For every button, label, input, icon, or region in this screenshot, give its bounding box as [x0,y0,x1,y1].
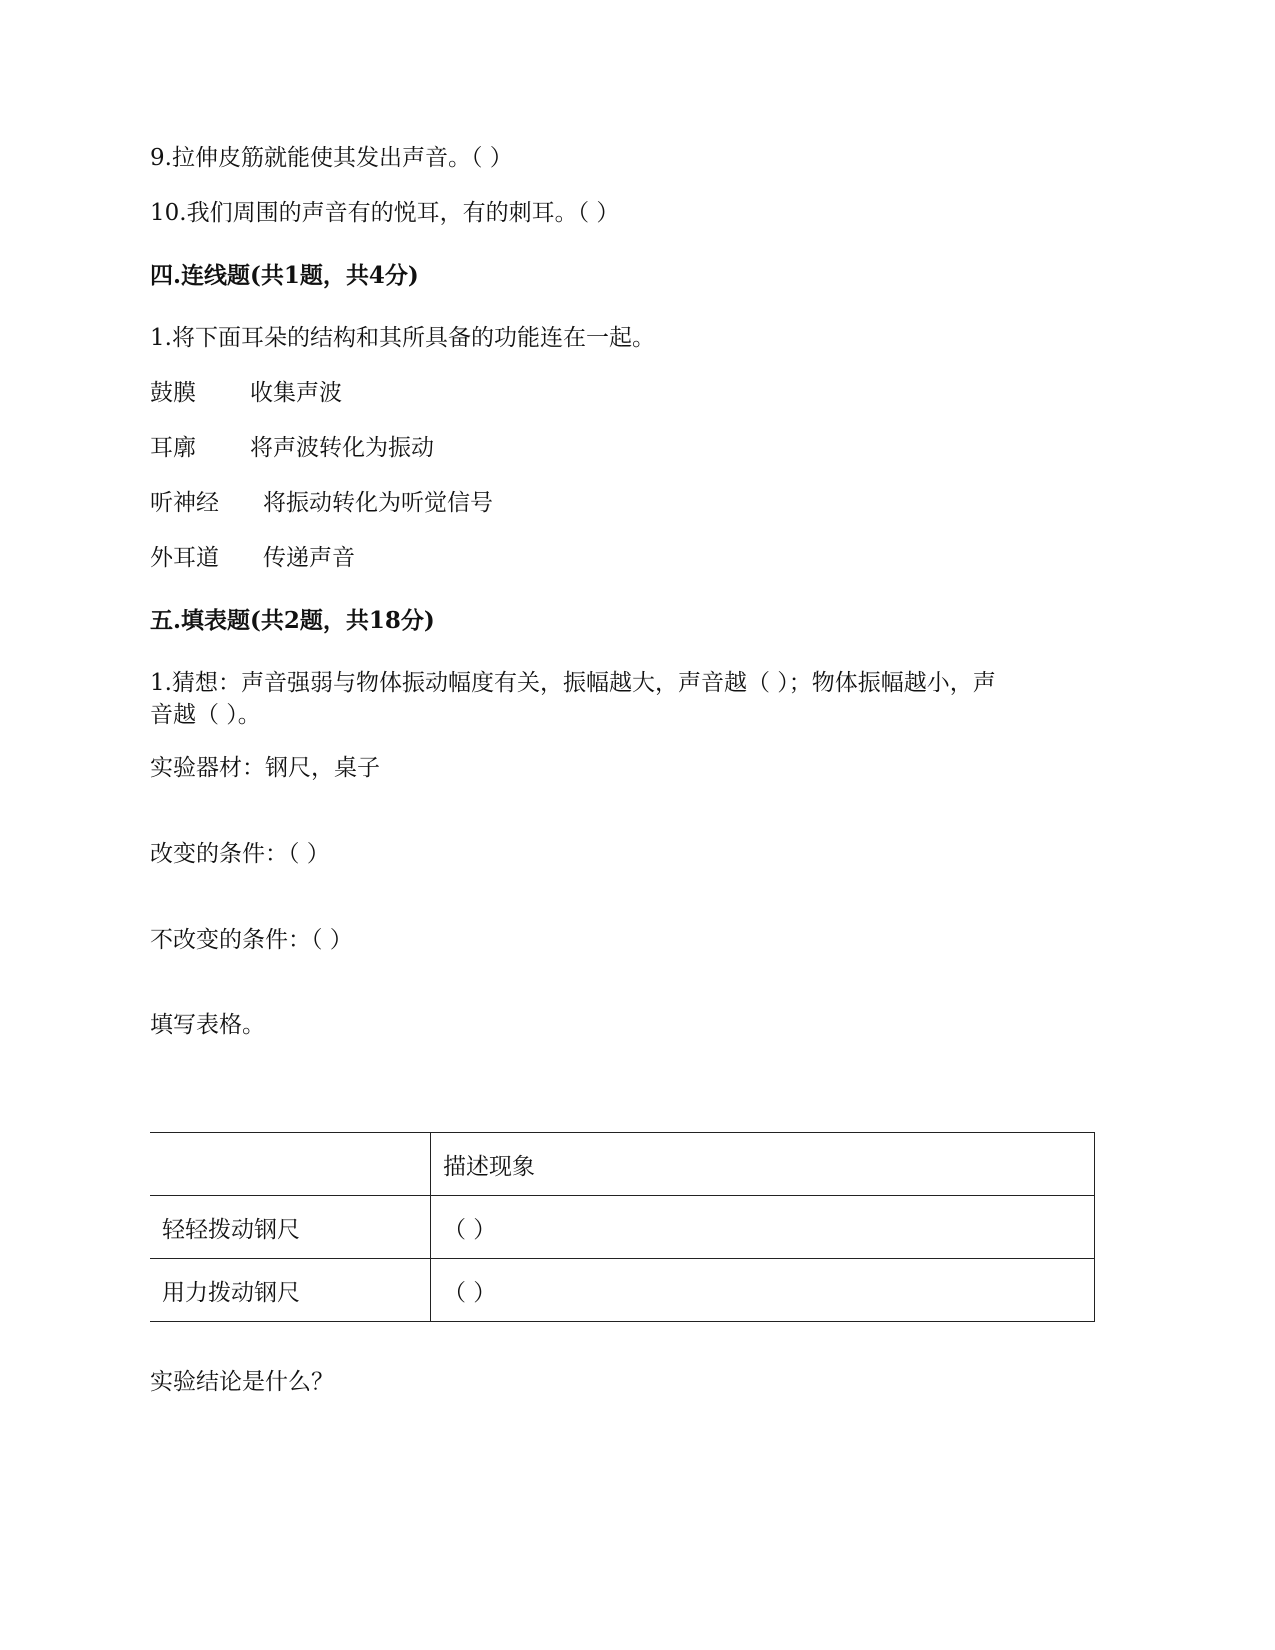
match-right-3: 将振动转化为听觉信号 [263,490,493,516]
table-row [150,1196,1095,1259]
match-left-4: 外耳道 [150,545,219,571]
match-left-3: 听神经 [150,490,219,516]
section5-q1-line2: 音越（ ）。 [150,702,261,728]
match-row-4 [150,542,355,574]
changed-condition: 改变的条件：（ ） [150,841,330,867]
table-header-cell-empty [150,1133,431,1196]
table-cell-condition: 用力拨动钢尺 [150,1259,431,1322]
match-row-1 [150,377,342,409]
materials: 实验器材：钢尺，桌子 [150,755,380,781]
question-9: 9.拉伸皮筋就能使其发出声音。（ ） [150,145,513,171]
unchanged-condition: 不改变的条件：（ ） [150,927,353,953]
question-10: 10.我们周围的声音有的悦耳，有的刺耳。（ ） [150,200,620,226]
conclusion-question: 实验结论是什么？ [150,1369,334,1395]
match-row-2 [150,432,434,464]
table-header-cell-describe: 描述现象 [431,1133,1095,1196]
section5-q1-line1: 1.猜想：声音强弱与物体振动幅度有关，振幅越大，声音越（ ）；物体振幅越小，声 [150,670,996,696]
match-right-4: 传递声音 [263,545,355,571]
table-header-row [150,1133,1095,1196]
section5-heading: 五.填表题(共2题，共18分) [150,607,435,634]
match-right-1: 收集声波 [250,380,342,406]
match-left-2: 耳廓 [150,435,196,461]
fill-table-instruction: 填写表格。 [150,1012,265,1038]
table-cell-condition: 轻轻拨动钢尺 [150,1196,431,1259]
match-row-3 [150,487,493,519]
observation-table [150,1132,1095,1322]
table-cell-answer-blank: （ ） [431,1259,1095,1322]
match-right-2: 将声波转化为振动 [250,435,434,461]
table-row [150,1259,1095,1322]
table-cell-answer-blank: （ ） [431,1196,1095,1259]
section4-question: 1.将下面耳朵的结构和其所具备的功能连在一起。 [150,325,655,351]
section4-heading: 四.连线题(共1题，共4分) [150,262,419,289]
match-left-1: 鼓膜 [150,380,196,406]
